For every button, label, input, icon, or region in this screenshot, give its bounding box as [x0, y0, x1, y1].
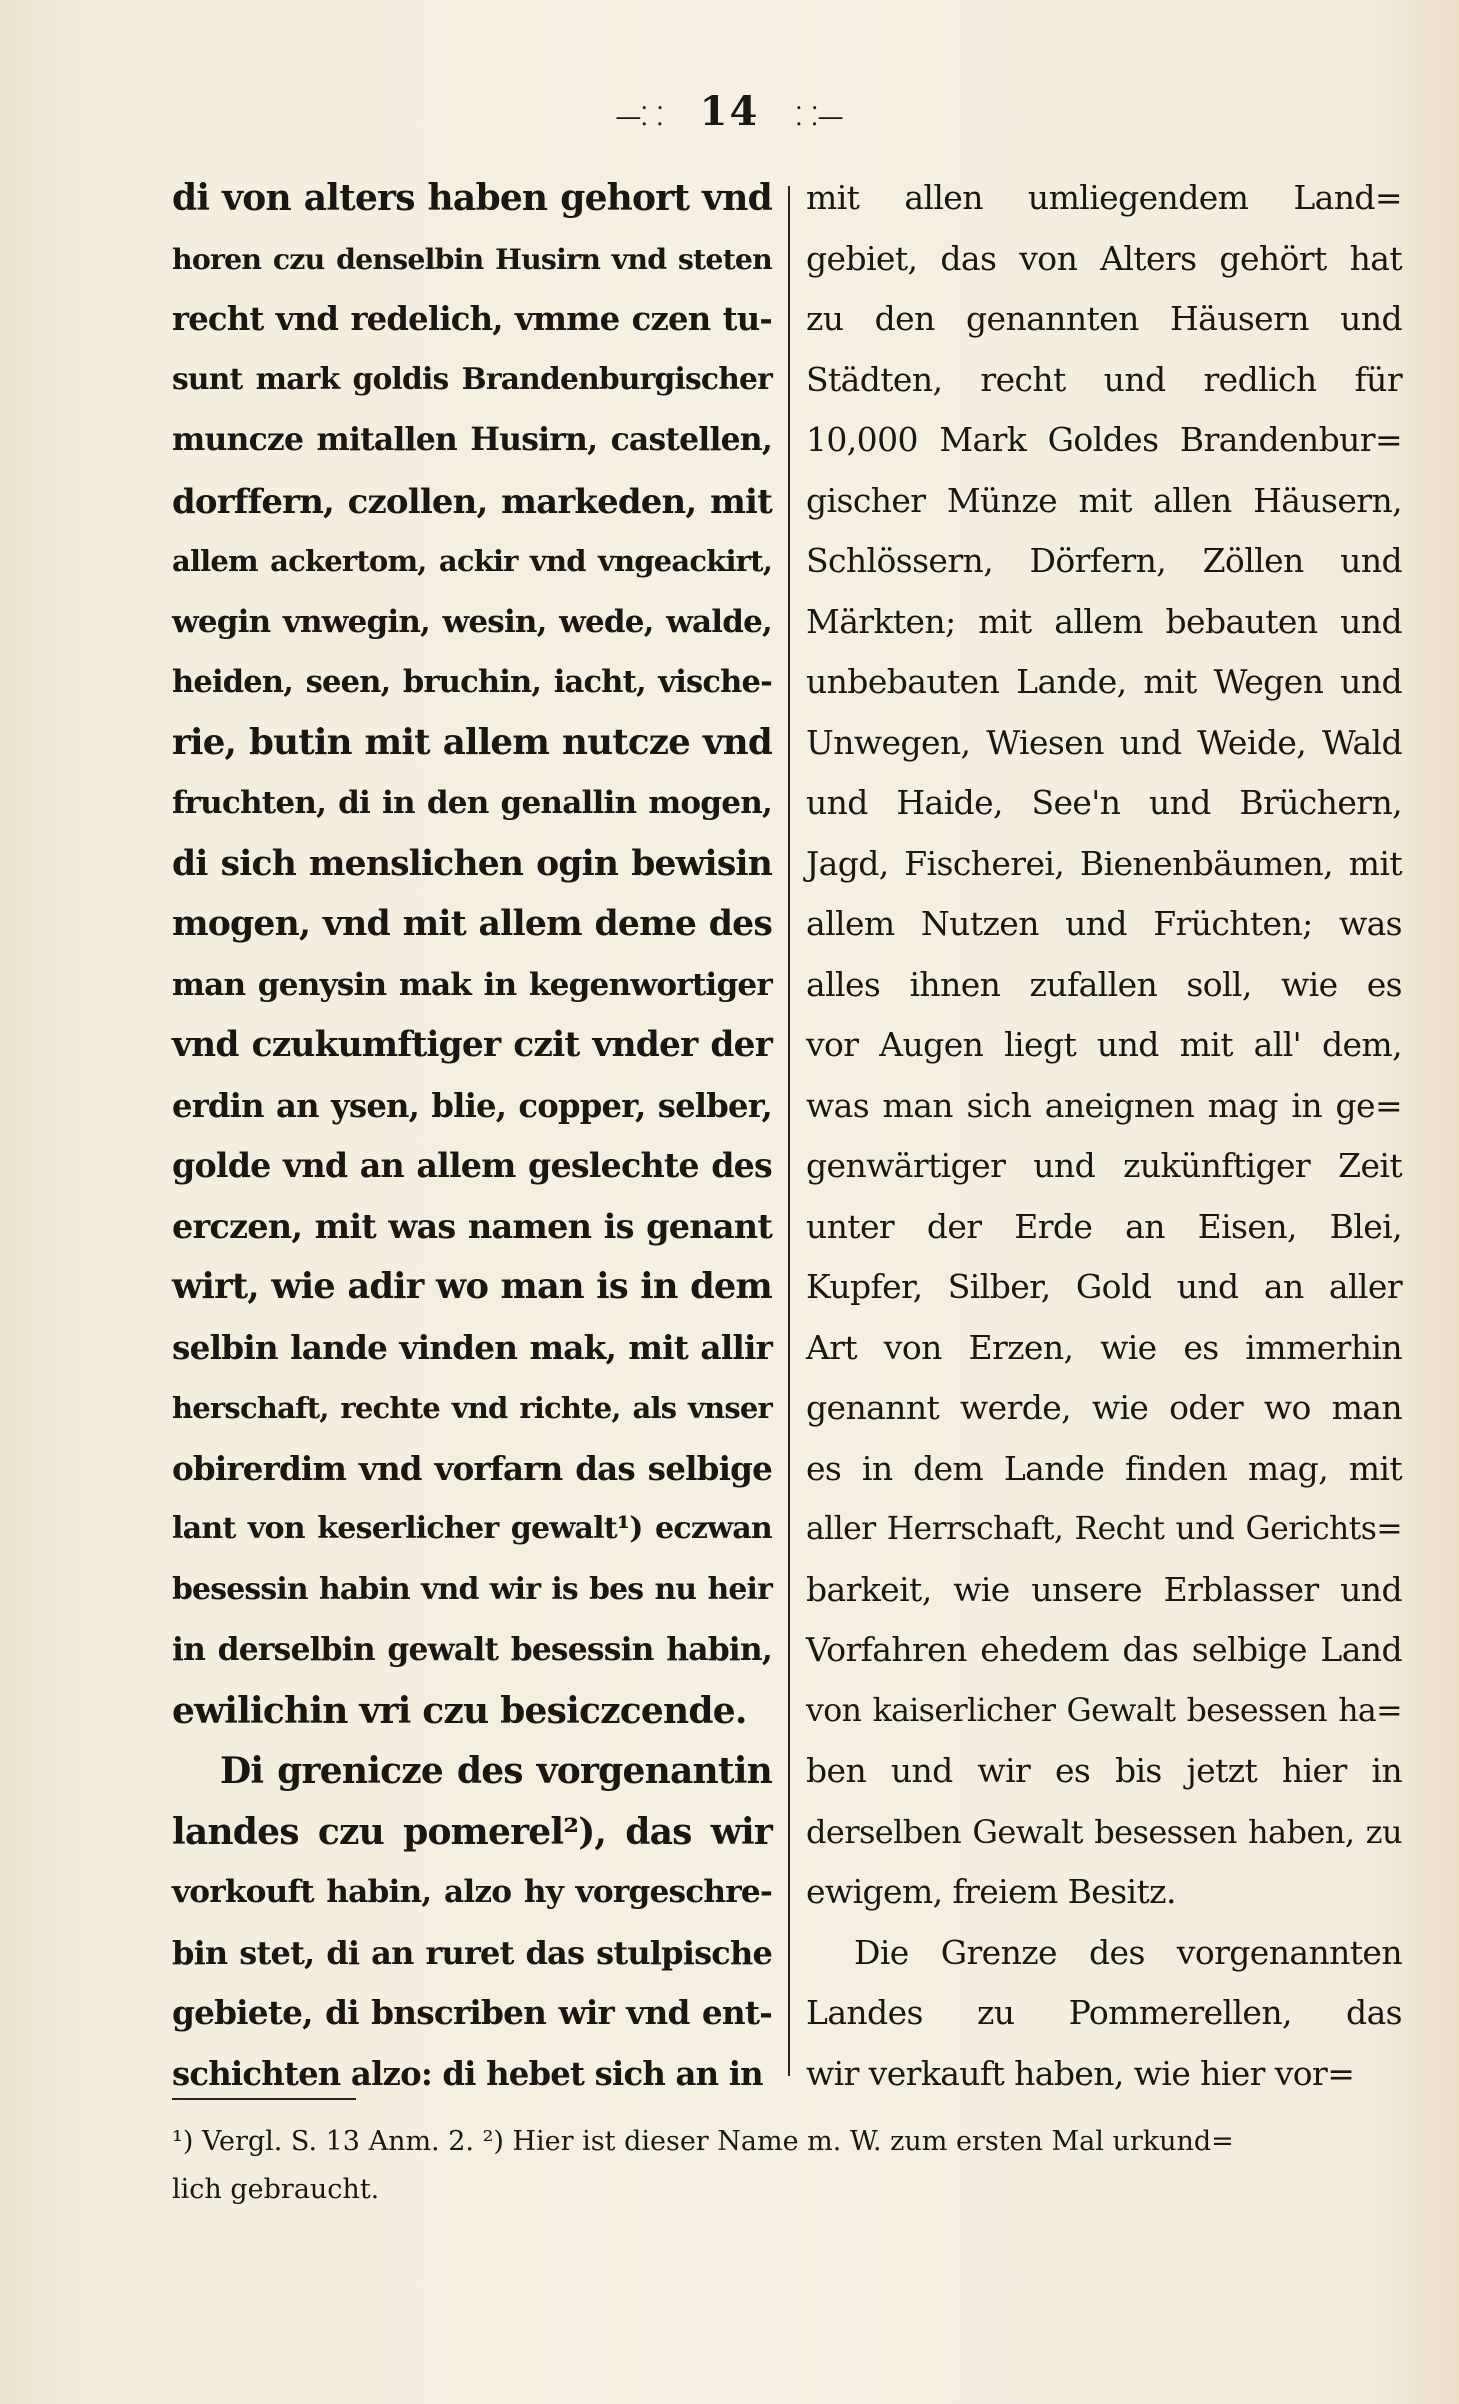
text-line: allem ackertom, ackir vnd vngeackirt, — [172, 544, 772, 578]
text-line: schichten alzo: di hebet sich an in — [172, 2054, 763, 2093]
text-line: muncze mitallen Husirn, castellen, — [172, 421, 772, 458]
text-line: derselben Gewalt besessen haben, zu — [806, 1812, 1402, 1851]
text-line: unbebauten Lande, mit Wegen und — [806, 662, 1402, 701]
text-line: allem Nutzen und Früchten; was — [806, 904, 1402, 943]
text-line: besessin habin vnd wir is bes nu heir — [172, 1571, 772, 1607]
text-line: heiden, seen, bruchin, iacht, vische- — [172, 664, 772, 700]
text-line: wegin vnwegin, wesin, wede, walde, — [172, 603, 772, 640]
text-line: herschaft, rechte vnd richte, als vnser — [172, 1391, 772, 1425]
text-line: Landes zu Pommerellen, das — [806, 1993, 1402, 2032]
text-line: di von alters haben gehort vnd — [172, 177, 772, 219]
text-line: wir verkauft haben, wie hier vor= — [806, 2053, 1355, 2093]
text-line: gebiet, das von Alters gehört hat — [806, 238, 1402, 278]
text-line: erdin an ysen, blie, copper, selber, — [172, 1086, 772, 1125]
right-column-translation — [806, 168, 1402, 2104]
text-line: Art von Erzen, wie es immerhin — [806, 1327, 1402, 1367]
column-divider — [788, 186, 790, 2076]
text-line: man genysin mak in kegenwortiger — [172, 966, 772, 1003]
text-line: Märkten; mit allem bebauten und — [806, 601, 1402, 641]
text-line: Vorfahren ehedem das selbige Land — [806, 1630, 1402, 1669]
text-line: Kupfer, Silber, Gold und an aller — [806, 1267, 1402, 1306]
text-line: Die Grenze des vorgenannten — [854, 1932, 1402, 1972]
footnotes — [172, 2118, 1402, 2214]
text-line: genannt werde, wie oder wo man — [806, 1388, 1402, 1427]
text-line: unter der Erde an Eisen, Blei, — [806, 1206, 1402, 1246]
text-line: zu den genannten Häusern und — [806, 299, 1402, 338]
text-line: erczen, mit was namen is genant — [172, 1206, 772, 1246]
footnote-line: ¹) Vergl. S. 13 Anm. 2. ²) Hier ist dieser Name m. W. zum ersten Mal urkund= — [172, 2126, 1234, 2157]
text-line: 10,000 Mark Goldes Brandenbur= — [806, 420, 1402, 459]
text-line: obirerdim vnd vorfarn das selbige — [172, 1448, 772, 1488]
text-line: bin stet, di an ruret das stulpische — [172, 1933, 772, 1972]
text-line: vor Augen liegt und mit all' dem, — [806, 1025, 1402, 1064]
header-ornament-left: —⸬ — [615, 102, 663, 132]
left-column-original-text — [172, 168, 772, 2104]
text-line: landes czu pomerel²), das wir — [172, 1810, 772, 1853]
text-line: wirt, wie adir wo man is in dem — [172, 1266, 772, 1307]
text-line: ewilichin vri czu besiczcende. — [172, 1689, 747, 1732]
text-line: es in dem Lande finden mag, mit — [806, 1448, 1402, 1488]
text-line: gischer Münze mit allen Häusern, — [806, 480, 1402, 520]
text-line: vnd czukumftiger czit vnder der — [172, 1025, 772, 1065]
text-line: in derselbin gewalt besessin habin, — [172, 1632, 772, 1668]
text-line: Städten, recht und redlich für — [806, 359, 1402, 399]
page-number: 14 — [699, 88, 760, 135]
text-line: gebiete, di bnscriben wir vnd ent- — [172, 1993, 772, 2032]
text-line: Di grenicze des vorgenantin — [220, 1750, 772, 1792]
text-line: lant von keserlicher gewalt¹) eczwan — [172, 1511, 772, 1546]
page-header — [0, 88, 1459, 135]
text-line: di sich menslichen ogin bewisin — [172, 843, 772, 884]
text-line: genwärtiger und zukünftiger Zeit — [806, 1146, 1402, 1185]
text-line: mit allen umliegendem Land= — [806, 178, 1402, 217]
text-line: sunt mark goldis Brandenburgischer — [172, 361, 772, 397]
text-line: was man sich aneignen mag in ge= — [806, 1085, 1402, 1125]
text-line: selbin lande vinden mak, mit allir — [172, 1327, 772, 1367]
text-line: und Haide, See'n und Brüchern, — [806, 783, 1402, 822]
text-line: rie, butin mit allem nutcze vnd — [172, 721, 772, 763]
text-line: ewigem, freiem Besitz. — [806, 1872, 1176, 1911]
text-line: ben und wir es bis jetzt hier in — [806, 1751, 1402, 1790]
text-line: barkeit, wie unsere Erblasser und — [806, 1569, 1402, 1609]
footnote-line: lich gebraucht. — [172, 2174, 380, 2205]
text-line: aller Herrschaft, Recht und Gerichts= — [806, 1511, 1402, 1547]
text-line: Unwegen, Wiesen und Weide, Wald — [806, 722, 1402, 762]
text-line: alles ihnen zufallen soll, wie es — [806, 964, 1402, 1004]
text-line: Schlössern, Dörfern, Zöllen und — [806, 541, 1402, 580]
text-line: mogen, vnd mit allem deme des — [172, 904, 772, 944]
header-ornament-right: ⸬— — [796, 102, 844, 132]
text-line: dorffern, czollen, markeden, mit — [172, 480, 772, 521]
text-line: vorkouft habin, alzo hy vorgeschre- — [172, 1874, 772, 1910]
text-line: recht vnd redelich, vmme czen tu- — [172, 300, 772, 338]
text-line: fruchten, di in den genallin mogen, — [172, 785, 772, 821]
text-line: Jagd, Fischerei, Bienenbäumen, mit — [806, 843, 1402, 883]
text-line: von kaiserlicher Gewalt besessen ha= — [806, 1692, 1402, 1729]
text-line: golde vnd an allem geslechte des — [172, 1146, 772, 1185]
footnote-divider — [172, 2098, 356, 2100]
text-line: horen czu denselbin Husirn vnd steten — [172, 241, 772, 276]
